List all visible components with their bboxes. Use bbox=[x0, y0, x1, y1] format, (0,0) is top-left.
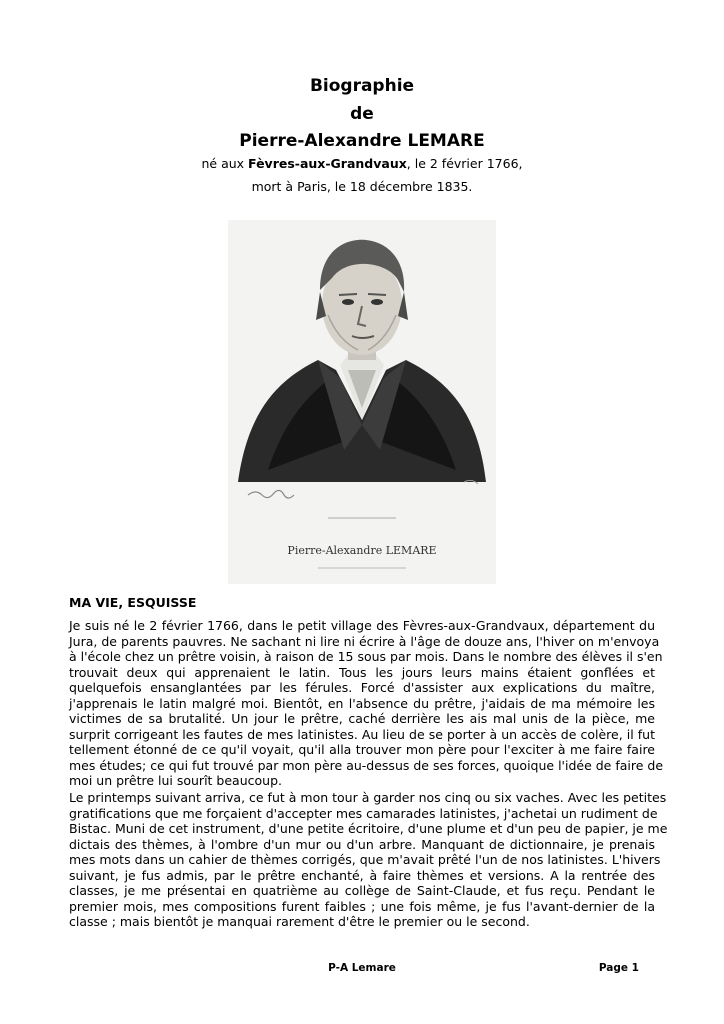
p1-line: quelquefois ensanglantées par les férules. Forcé d'assister aux explications du maître, bbox=[69, 680, 655, 695]
p1-line: moi un prêtre lui sourît beaucoup. bbox=[69, 773, 282, 788]
p2-line: Le printemps suivant arriva, ce fut à mon tour à garder nos cinq ou six vaches. Avec les petites bbox=[69, 790, 667, 805]
title-name: Pierre-Alexandre LEMARE bbox=[239, 131, 485, 151]
p2-line: Bistac. Muni de cet instrument, d'une petite écritoire, d'une plume et d'un peu de papier, je me bbox=[69, 821, 668, 836]
birth-place: Fèvres-aux-Grandvaux bbox=[248, 156, 407, 171]
p2-line: dictais des thèmes, à l'ombre d'un mur ou d'un arbre. Manquant de dictionnaire, je prenais bbox=[69, 836, 655, 852]
p1-line: mes études; ce qui fut trouvé par mon père au-dessus de ses forces, quoique l'idée de faire de bbox=[69, 757, 664, 773]
title-de: de bbox=[350, 104, 374, 124]
birth-suffix: , le 2 février 1766, bbox=[406, 156, 523, 171]
p1-line: victimes de sa brutalité. Un jour le prêtre, caché derrière les ais mal unis de la pièce, me bbox=[69, 711, 655, 726]
p2-line: mes mots dans un cahier de thèmes corrigés, que m'avait prêté l'un de nos latinistes. L'hivers bbox=[69, 852, 661, 867]
portrait-caption: Pierre-Alexandre LEMARE bbox=[287, 544, 437, 557]
birth-prefix: né aux bbox=[201, 156, 249, 171]
section-heading: MA VIE, ESQUISSE bbox=[69, 595, 197, 610]
p2-line: suivant, je fus admis, par le prêtre enchanté, à faire thèmes et versions. A la rentrée des bbox=[69, 867, 655, 883]
p1-line: surprit corrigeant les fautes de mes latinistes. Au lieu de se porter à un accès de colère, il fut bbox=[69, 726, 655, 742]
p1-line: Je suis né le 2 février 1766, dans le petit village des Fèvres-aux-Grandvaux, département du bbox=[69, 618, 655, 633]
p2-line: classe ; mais bientôt je manquai rarement d'être le premier ou le second. bbox=[69, 914, 530, 929]
page-number: Page 1 bbox=[598, 962, 639, 974]
p1-line: tellement étonné de ce qu'il voyait, qu'il alla trouver mon père pour l'exciter à me faire faire bbox=[69, 742, 655, 757]
death-line: mort à Paris, le 18 décembre 1835. bbox=[251, 179, 473, 194]
p1-line: Jura, de parents pauvres. Ne sachant ni lire ni écrire à l'âge de douze ans, l'hiver on m'envoya bbox=[69, 633, 660, 649]
footer-author: P-A Lemare bbox=[328, 962, 396, 974]
title-biographie: Biographie bbox=[309, 76, 415, 96]
p2-line: premier mois, mes compositions furent faibles ; une fois même, je fus l'avant-dernier de la bbox=[69, 898, 655, 914]
p2-line: gratifications que me forçaient d'accepter mes camarades latinistes, j'achetai un rudiment de bbox=[69, 805, 658, 821]
p1-line: à l'école chez un prêtre voisin, à raison de 15 sous par mois. Dans le nombre des élèves il s'en bbox=[69, 649, 663, 664]
paragraph-2 bbox=[69, 790, 668, 930]
portrait-engraving bbox=[228, 220, 496, 584]
portrait-drawing bbox=[228, 220, 496, 584]
paragraph-1 bbox=[69, 618, 664, 789]
p1-line: trouvait deux qui apprenaient le latin. Tous les jours leurs mains étaient gonflées et bbox=[69, 664, 655, 680]
p2-line: classes, je me présentai en quatrième au collège de Saint-Claude, et fus reçu. Pendant le bbox=[69, 883, 655, 898]
p1-line: j'apprenais le latin malgré moi. Bientôt, en l'absence du prêtre, j'aidais de ma mémoire les bbox=[69, 695, 655, 711]
birth-line bbox=[0, 156, 724, 171]
